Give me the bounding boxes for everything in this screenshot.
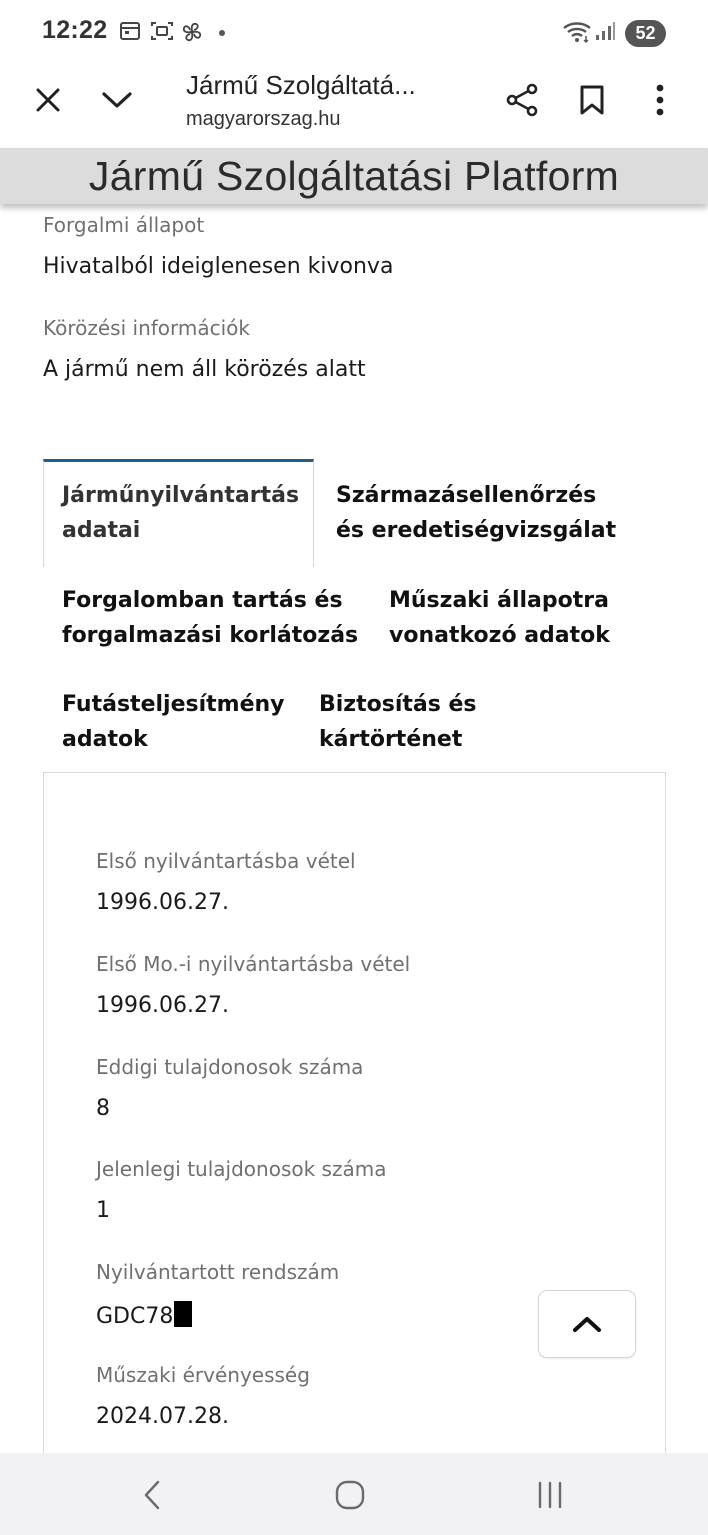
tab-label-line: vonatkozó adatok xyxy=(389,623,610,648)
first-hu-registration-label: Első Mo.-i nyilvántartásba vétel xyxy=(96,952,411,976)
chevron-up-icon xyxy=(572,1315,602,1333)
tab-label-line: Műszaki állapotra xyxy=(389,588,609,613)
tab-insurance-history[interactable] xyxy=(319,687,477,757)
browser-toolbar xyxy=(0,66,708,148)
wanted-info-label: Körözési információk xyxy=(43,316,251,340)
traffic-status-label: Forgalmi állapot xyxy=(43,213,205,237)
tab-label-line: Futásteljesítmény xyxy=(62,692,285,717)
recents-icon[interactable] xyxy=(526,1471,574,1519)
tab-registry-data[interactable] xyxy=(43,459,314,567)
home-icon[interactable] xyxy=(326,1471,374,1519)
traffic-status-value: Hivatalból ideiglenesen kivonva xyxy=(43,254,394,279)
tab-label-line: és eredetiségvizsgálat xyxy=(336,518,617,543)
more-vert-icon[interactable] xyxy=(636,76,684,124)
bookmark-icon[interactable] xyxy=(568,76,616,124)
previous-owners-value: 8 xyxy=(96,1096,110,1121)
wanted-info-value: A jármű nem áll körözés alatt xyxy=(43,357,366,382)
tab-label-line: kártörténet xyxy=(319,727,463,752)
calendar-icon xyxy=(119,20,141,42)
current-owners-label: Jelenlegi tulajdonosok száma xyxy=(96,1157,387,1181)
redaction-block xyxy=(174,1301,192,1327)
tab-circulation-restrictions[interactable] xyxy=(62,583,358,653)
close-icon[interactable] xyxy=(24,76,72,124)
tab-technical-condition[interactable] xyxy=(389,583,610,653)
tab-label-line: Biztosítás és xyxy=(319,692,477,717)
first-hu-registration-value: 1996.06.27. xyxy=(96,993,229,1018)
plate-number-field xyxy=(96,1301,192,1329)
tab-label-line: Járműnyilvántartás xyxy=(62,483,300,508)
tab-title: Jármű Szolgáltatá... xyxy=(186,70,416,100)
tab-label-line: forgalmazási korlátozás xyxy=(62,623,359,648)
previous-owners-label: Eddigi tulajdonosok száma xyxy=(96,1055,364,1079)
wifi-icon xyxy=(562,20,592,44)
page-banner xyxy=(0,148,708,204)
first-registration-label: Első nyilvántartásba vétel xyxy=(96,849,356,873)
status-bar xyxy=(0,0,708,66)
tab-label-line: adatai xyxy=(62,518,141,543)
page-title: Jármű Szolgáltatási Platform xyxy=(88,152,620,199)
tab-label-line: Forgalomban tartás és xyxy=(62,588,343,613)
status-time: 12:22 xyxy=(42,16,108,44)
tab-origin-check[interactable] xyxy=(336,478,616,548)
dot-icon xyxy=(218,29,226,37)
system-nav-bar xyxy=(0,1453,708,1535)
battery-badge: 52 xyxy=(625,20,666,47)
tab-url[interactable]: magyarorszag.hu xyxy=(186,108,341,130)
current-owners-value: 1 xyxy=(96,1198,110,1223)
plate-number-label: Nyilvántartott rendszám xyxy=(96,1260,340,1284)
tab-label-line: Származásellenőrzés xyxy=(336,483,597,508)
share-icon[interactable] xyxy=(498,76,546,124)
fan-icon xyxy=(180,20,204,44)
technical-validity-label: Műszaki érvényesség xyxy=(96,1363,310,1387)
back-icon[interactable] xyxy=(128,1471,176,1519)
technical-validity-value: 2024.07.28. xyxy=(96,1404,229,1429)
tab-mileage[interactable] xyxy=(62,687,285,757)
signal-icon xyxy=(594,20,616,42)
screenshot-icon xyxy=(150,20,174,42)
first-registration-value: 1996.06.27. xyxy=(96,890,229,915)
chevron-down-icon[interactable] xyxy=(93,76,141,124)
scroll-to-top-button[interactable] xyxy=(538,1290,636,1358)
tab-label-line: adatok xyxy=(62,727,148,752)
plate-number-value: GDC78 xyxy=(96,1304,174,1329)
